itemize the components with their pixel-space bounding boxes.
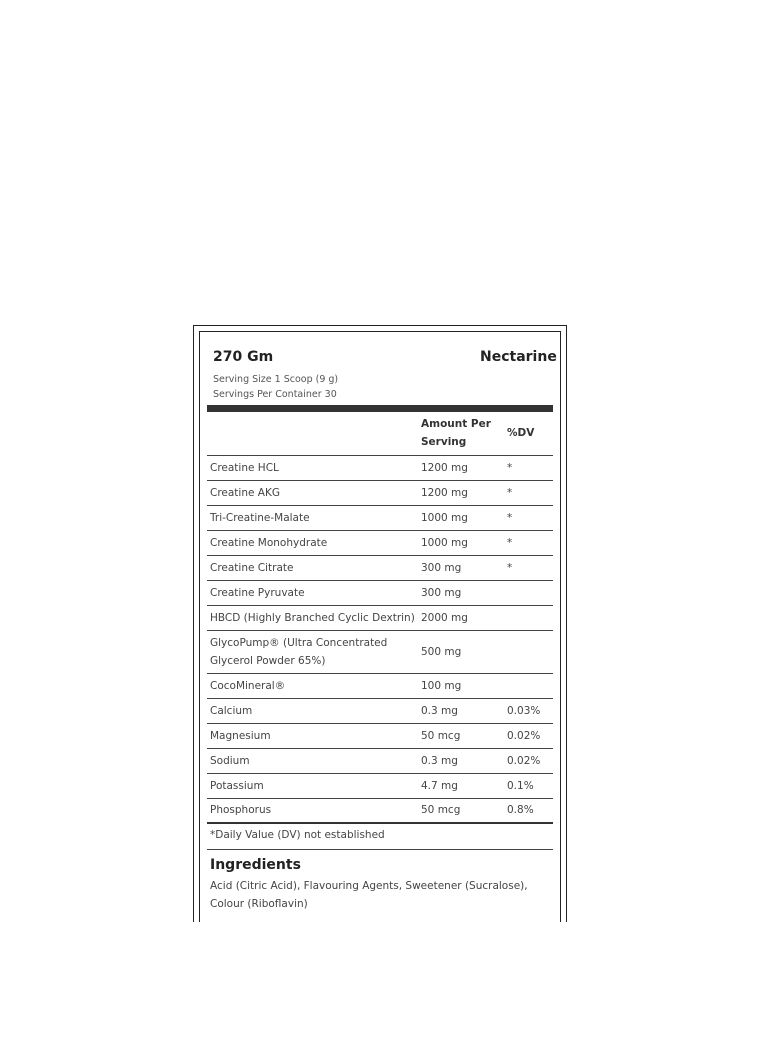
nutrient-name: Calcium bbox=[210, 704, 253, 717]
nutrient-dv: * bbox=[507, 561, 513, 574]
nutrient-dv: * bbox=[507, 486, 513, 499]
table-row bbox=[207, 505, 553, 530]
nutrient-dv: * bbox=[507, 461, 513, 474]
nutrient-name: Creatine HCL bbox=[210, 461, 279, 474]
header-blank bbox=[207, 412, 416, 455]
footnote: *Daily Value (DV) not established bbox=[210, 829, 385, 841]
table-row bbox=[207, 605, 553, 630]
nutrient-name: Magnesium bbox=[210, 729, 271, 742]
header-amount-line1: Amount Per bbox=[421, 418, 491, 431]
table-row bbox=[207, 555, 553, 580]
ingredients-title: Ingredients bbox=[210, 857, 301, 873]
nutrient-amount: 4.7 mg bbox=[421, 779, 458, 792]
table-row bbox=[207, 480, 553, 505]
table-row bbox=[207, 723, 553, 748]
nutrient-name: Creatine Pyruvate bbox=[210, 586, 305, 599]
footnote-divider bbox=[207, 849, 553, 850]
nutrient-dv bbox=[502, 580, 553, 605]
nutrient-amount: 1000 mg bbox=[421, 536, 468, 549]
nutrient-amount: 1000 mg bbox=[421, 511, 468, 524]
table-row bbox=[207, 773, 553, 798]
nutrient-amount: 50 mcg bbox=[421, 804, 461, 817]
nutrient-name: Tri-Creatine-Malate bbox=[210, 511, 310, 524]
ingredients-text: Acid (Citric Acid), Flavouring Agents, Sweetener (Sucralose), Colour (Riboflavin) bbox=[210, 880, 528, 910]
header-amount-line2: Serving bbox=[421, 436, 467, 449]
header-divider-bar bbox=[207, 405, 553, 412]
nutrient-name: Creatine Monohydrate bbox=[210, 536, 328, 549]
nutrient-dv bbox=[502, 605, 553, 630]
table-row bbox=[207, 798, 553, 823]
table-row bbox=[207, 530, 553, 555]
nutrient-amount: 300 mg bbox=[421, 561, 462, 574]
nutrient-dv: * bbox=[507, 536, 513, 549]
nutrient-amount: 100 mg bbox=[421, 679, 462, 692]
header-amount bbox=[416, 412, 502, 455]
table-row bbox=[207, 580, 553, 605]
nutrient-amount: 2000 mg bbox=[421, 611, 468, 624]
nutrient-name: GlycoPump® (Ultra Concentrated Glycerol Powder 65%) bbox=[210, 636, 388, 667]
nutrient-amount: 50 mcg bbox=[421, 729, 461, 742]
servings-per-container: Servings Per Container 30 bbox=[213, 389, 337, 400]
nutrient-dv: 0.02% bbox=[507, 729, 541, 742]
table-header-row bbox=[207, 412, 553, 455]
nutrient-amount: 300 mg bbox=[421, 586, 462, 599]
nutrient-name: Creatine AKG bbox=[210, 486, 281, 499]
nutrient-dv: 0.1% bbox=[507, 779, 534, 792]
table-row bbox=[207, 748, 553, 773]
header-dv: %DV bbox=[507, 427, 535, 440]
nutrient-dv bbox=[502, 673, 553, 698]
nutrient-dv: 0.8% bbox=[507, 804, 534, 817]
serving-size: Serving Size 1 Scoop (9 g) bbox=[213, 374, 339, 385]
table-row bbox=[207, 630, 553, 673]
nutrient-dv: 0.03% bbox=[507, 704, 541, 717]
nutrient-name: CocoMineral® bbox=[210, 679, 286, 692]
nutrient-name: Sodium bbox=[210, 754, 250, 767]
nutrient-amount: 1200 mg bbox=[421, 486, 468, 499]
table-row bbox=[207, 698, 553, 723]
nutrient-amount: 0.3 mg bbox=[421, 704, 458, 717]
table-row bbox=[207, 455, 553, 480]
nutrient-amount: 1200 mg bbox=[421, 461, 468, 474]
nutrient-name: Creatine Citrate bbox=[210, 561, 294, 574]
nutrient-amount: 0.3 mg bbox=[421, 754, 458, 767]
table-row bbox=[207, 673, 553, 698]
product-flavor: Nectarine bbox=[480, 349, 557, 365]
nutrient-amount: 500 mg bbox=[421, 645, 462, 658]
nutrient-name: HBCD (Highly Branched Cyclic Dextrin) bbox=[210, 611, 415, 624]
nutrition-table bbox=[207, 412, 553, 824]
product-weight: 270 Gm bbox=[213, 349, 274, 365]
nutrient-name: Phosphorus bbox=[210, 804, 272, 817]
nutrient-dv: * bbox=[507, 511, 513, 524]
nutrient-dv bbox=[502, 630, 553, 673]
nutrient-dv: 0.02% bbox=[507, 754, 541, 767]
nutrient-name: Potassium bbox=[210, 779, 264, 792]
